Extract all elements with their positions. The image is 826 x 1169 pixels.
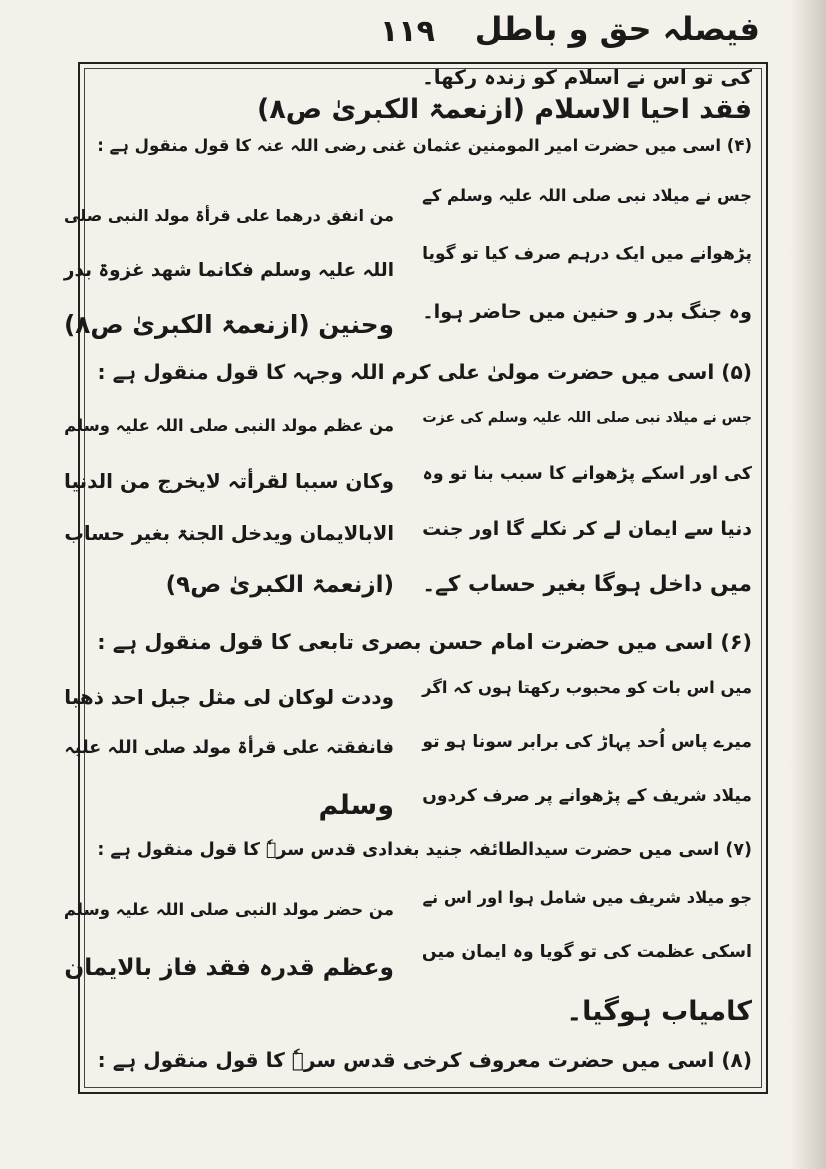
urdu-translation-line: کی تو اس نے اسلام کو زندہ رکھا۔ [422,66,752,89]
page-number: ١١٩ [380,14,435,49]
arabic-text-line: وحنین (ازنعمۃ الکبریٰ ص۸) [63,310,394,339]
section-heading: (۷) اسی میں حضرت سیدالطائفہ جنید بغدادی قدس سرہٗ کا قول منقول ہے : [97,840,752,860]
urdu-translation-line: دنیا سے ایمان لے کر نکلے گا اور جنت [422,518,752,540]
running-title: فیصلہ حق و باطل [474,10,760,48]
arabic-text-line: وددت لوکان لی مثل جبل احد ذھبا [64,685,394,709]
arabic-text-line: وسلم [318,790,394,821]
urdu-translation-line: کامیاب ہوگیا۔ [566,996,752,1027]
urdu-translation-line: جس نے میلاد نبی صلی اللہ علیہ وسلم کی عزت [422,410,752,426]
section-heading: (۵) اسی میں حضرت مولیٰ علی کرم اللہ وجہہ کا قول منقول ہے : [97,360,752,384]
urdu-translation-line: پڑھوانے میں ایک درہم صرف کیا تو گویا [422,244,752,264]
arabic-text-line: اللہ علیہ وسلم فکانما شھد غزوۃ بدر [63,260,394,281]
text-line: فقد احیا الاسلام (ازنعمۃ الکبریٰ ص۸) [256,94,752,125]
section-heading: (۸) اسی میں حضرت معروف کرخی قدس سرہٗ کا قول منقول ہے : [97,1048,752,1072]
text-frame [63,62,768,1094]
section-heading: (۶) اسی میں حضرت امام حسن بصری تابعی کا قول منقول ہے : [97,630,752,654]
arabic-text-line: (ازنعمۃ الکبریٰ ص۹) [165,572,394,598]
arabic-text-line: من عظم مولد النبی صلی اللہ علیہ وسلم [64,416,394,435]
arabic-text-line: الابالایمان ویدخل الجنۃ بغیر حساب [64,522,394,545]
arabic-text-line: من انفق درھما علی قرأۃ مولد النبی صلی [64,206,394,225]
arabic-text-line: وعظم قدرہ فقد فاز بالایمان [64,954,394,981]
arabic-text-line: من حضر مولد النبی صلی اللہ علیہ وسلم [63,900,394,919]
arabic-text-line: فانفقتہ علی قرأۃ مولد صلی اللہ علیہ [64,738,394,758]
urdu-translation-line: وہ جنگ بدر و حنین میں حاضر ہوا۔ [422,300,752,323]
page-edge-shadow [790,0,826,1169]
urdu-translation-line: میں داخل ہوگا بغیر حساب کے۔ [422,572,752,597]
urdu-translation-line: کی اور اسکے پڑھوانے کا سبب بنا تو وہ [422,464,752,484]
arabic-text-line: وکان سببا لقرأتہ لایخرج من الدنیا [63,469,394,493]
urdu-translation-line: میلاد شریف کے پڑھوانے پر صرف کردوں [422,786,752,806]
urdu-translation-line: اسکی عظمت کی تو گویا وہ ایمان میں [421,942,752,962]
urdu-translation-line: جو میلاد شریف میں شامل ہوا اور اس نے [422,888,752,907]
urdu-translation-line: میرے پاس اُحد پہاڑ کی برابر سونا ہو تو [422,732,752,752]
page-header [70,10,760,56]
urdu-translation-line: جس نے میلاد نبی صلی اللہ علیہ وسلم کے [422,186,752,205]
section-heading: (۴) اسی میں حضرت امیر المومنین عثمان غنی رضی اللہ عنہ کا قول منقول ہے : [97,136,752,155]
urdu-translation-line: میں اس بات کو محبوب رکھتا ہوں کہ اگر [422,678,752,697]
